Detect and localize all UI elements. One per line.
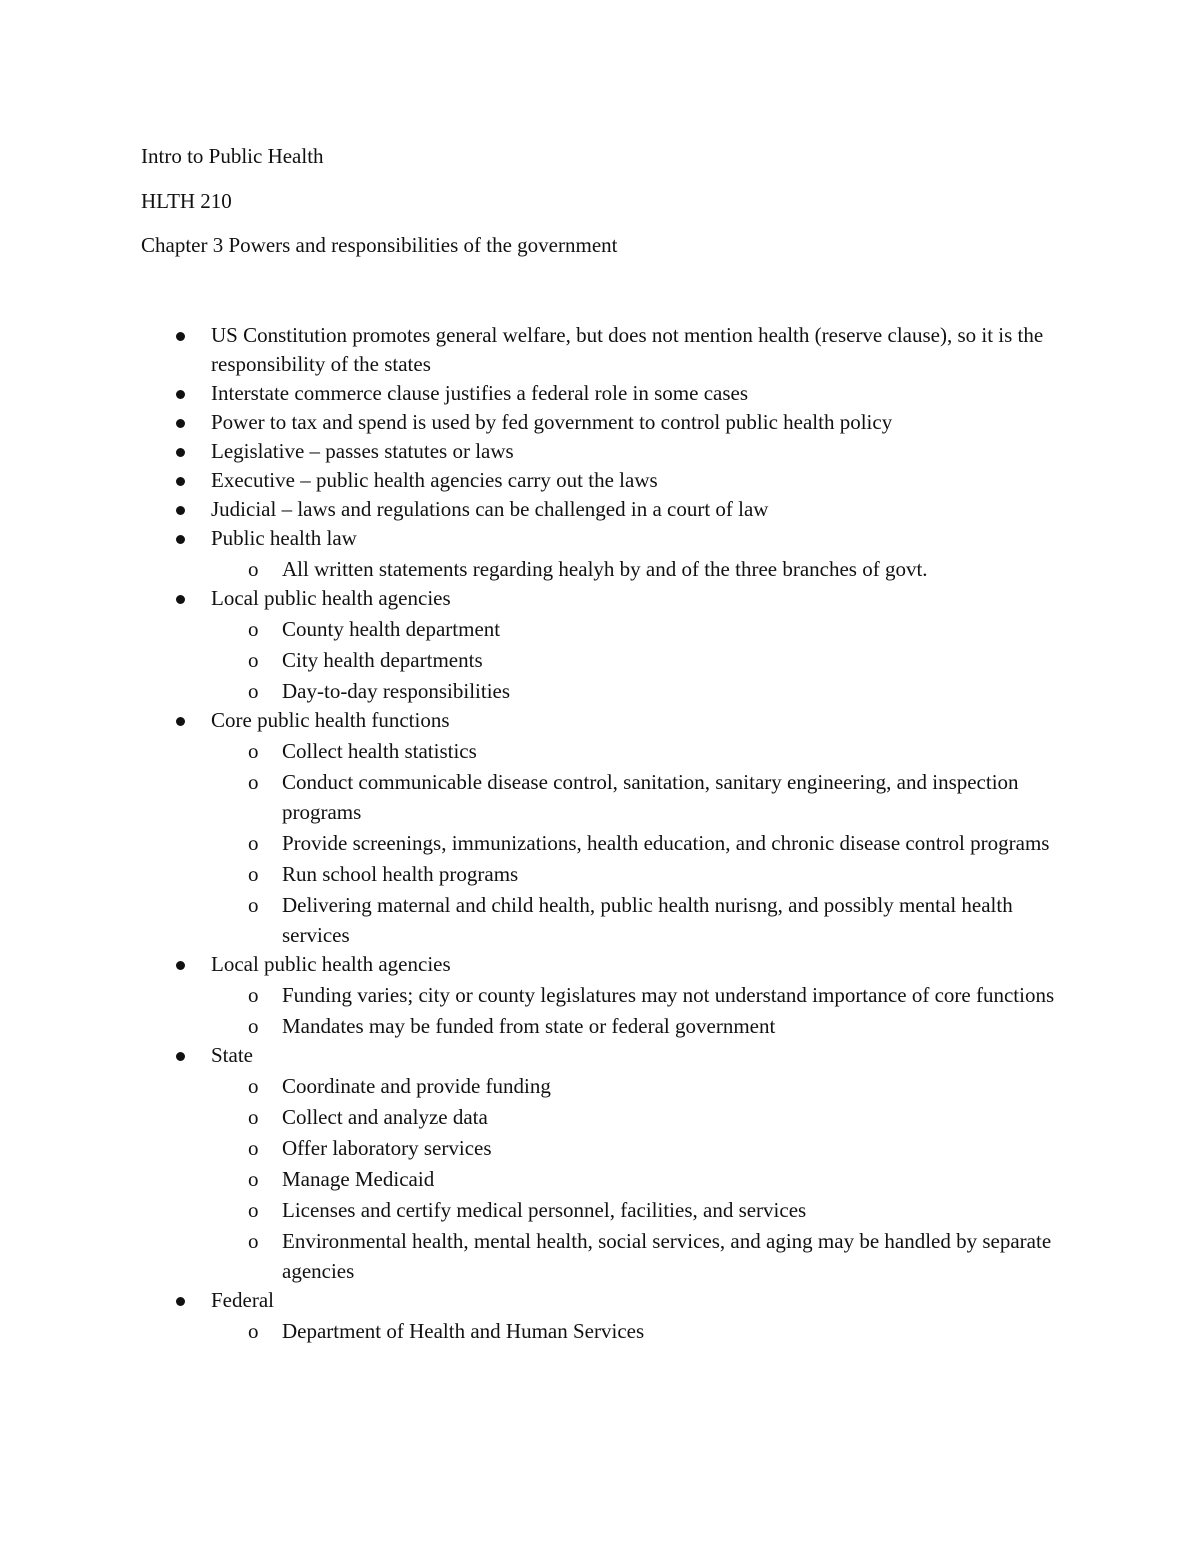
sub-item-text: City health departments bbox=[282, 648, 483, 672]
circle-bullet-icon: o bbox=[248, 1014, 259, 1038]
bullet-item bbox=[0, 1286, 1061, 1346]
sub-item-text: Collect and analyze data bbox=[282, 1105, 488, 1129]
bullet-text: Legislative – passes statutes or laws bbox=[211, 439, 514, 463]
bullet-item bbox=[0, 321, 1061, 379]
bullet-item bbox=[0, 437, 1061, 466]
bullet-item bbox=[0, 466, 1061, 495]
sub-list bbox=[211, 614, 1061, 706]
bullet-dot-icon bbox=[176, 419, 185, 428]
sub-item-text: Coordinate and provide funding bbox=[282, 1074, 551, 1098]
bullet-dot-icon bbox=[176, 961, 185, 970]
bullet-dot-icon bbox=[176, 448, 185, 457]
sub-item bbox=[0, 828, 1062, 858]
circle-bullet-icon: o bbox=[248, 862, 259, 886]
sub-item-text: Conduct communicable disease control, sanitation, sanitary engineering, and inspection programs bbox=[282, 770, 1019, 824]
circle-bullet-icon: o bbox=[248, 770, 259, 794]
bullet-item bbox=[0, 706, 1061, 950]
bullet-text: Power to tax and spend is used by fed government to control public health policy bbox=[211, 410, 893, 434]
sub-item-text: Provide screenings, immunizations, health education, and chronic disease control programs bbox=[282, 831, 1050, 855]
bullet-item bbox=[0, 408, 1061, 437]
sub-list bbox=[211, 980, 1061, 1041]
bullet-text: Interstate commerce clause justifies a federal role in some cases bbox=[211, 381, 749, 405]
sub-item-text: Funding varies; city or county legislatures may not understand importance of core functions bbox=[282, 983, 1055, 1007]
bullet-item bbox=[0, 379, 1061, 408]
sub-item bbox=[0, 614, 1062, 644]
bullet-text: Core public health functions bbox=[211, 708, 450, 732]
sub-item bbox=[0, 1164, 1062, 1194]
sub-item bbox=[0, 980, 1062, 1010]
bullet-dot-icon bbox=[176, 390, 185, 399]
bullet-text: Judicial – laws and regulations can be challenged in a court of law bbox=[211, 497, 769, 521]
bullet-dot-icon bbox=[176, 1052, 185, 1061]
sub-list bbox=[211, 1071, 1061, 1286]
sub-item bbox=[0, 676, 1062, 706]
circle-bullet-icon: o bbox=[248, 831, 259, 855]
sub-item bbox=[0, 1316, 1062, 1346]
sub-item-text: County health department bbox=[282, 617, 501, 641]
bullet-item bbox=[0, 584, 1061, 706]
sub-item bbox=[0, 859, 1062, 889]
sub-item-text: Collect health statistics bbox=[282, 739, 477, 763]
bullet-dot-icon bbox=[176, 332, 185, 341]
sub-item bbox=[0, 890, 1062, 950]
sub-item bbox=[0, 736, 1062, 766]
circle-bullet-icon: o bbox=[248, 1074, 259, 1098]
sub-item-text: Run school health programs bbox=[282, 862, 519, 886]
sub-item bbox=[0, 645, 1062, 675]
circle-bullet-icon: o bbox=[248, 1319, 259, 1343]
sub-item bbox=[0, 767, 1062, 827]
bullet-text: Public health law bbox=[211, 526, 357, 550]
circle-bullet-icon: o bbox=[248, 1105, 259, 1129]
circle-bullet-icon: o bbox=[248, 1229, 259, 1253]
sub-item-text: Licenses and certify medical personnel, facilities, and services bbox=[282, 1198, 807, 1222]
bullet-dot-icon bbox=[176, 1297, 185, 1306]
sub-item bbox=[0, 554, 1062, 584]
circle-bullet-icon: o bbox=[248, 1167, 259, 1191]
bullet-item bbox=[0, 495, 1061, 524]
sub-item bbox=[0, 1195, 1062, 1225]
circle-bullet-icon: o bbox=[248, 617, 259, 641]
sub-list bbox=[211, 736, 1061, 950]
sub-item-text: Manage Medicaid bbox=[282, 1167, 435, 1191]
sub-item bbox=[0, 1102, 1062, 1132]
sub-item-text: Day-to-day responsibilities bbox=[282, 679, 511, 703]
bullet-item bbox=[0, 524, 1061, 584]
sub-item-text: Environmental health, mental health, social services, and aging may be handled by separate agencies bbox=[282, 1229, 1052, 1283]
bullet-dot-icon bbox=[176, 506, 185, 515]
sub-item-text: Offer laboratory services bbox=[282, 1136, 492, 1160]
sub-item-text: Delivering maternal and child health, public health nurisng, and possibly mental health services bbox=[282, 893, 1013, 947]
sub-item-text: All written statements regarding healyh by and of the three branches of govt. bbox=[282, 557, 928, 581]
bullet-text: Executive – public health agencies carry out the laws bbox=[211, 468, 658, 492]
circle-bullet-icon: o bbox=[248, 557, 259, 581]
sub-item bbox=[0, 1226, 1062, 1286]
sub-list bbox=[211, 554, 1061, 584]
bullet-text: US Constitution promotes general welfare, but does not mention health (reserve clause), so it is the responsibility of the states bbox=[211, 323, 1044, 376]
chapter-heading: Chapter 3 Powers and responsibilities of the government bbox=[141, 233, 618, 257]
circle-bullet-icon: o bbox=[248, 1198, 259, 1222]
circle-bullet-icon: o bbox=[248, 679, 259, 703]
circle-bullet-icon: o bbox=[248, 1136, 259, 1160]
circle-bullet-icon: o bbox=[248, 739, 259, 763]
sub-item-text: Department of Health and Human Services bbox=[282, 1319, 645, 1343]
sub-list bbox=[211, 1316, 1061, 1346]
course-code: HLTH 210 bbox=[141, 189, 232, 213]
bullet-text: Local public health agencies bbox=[211, 952, 451, 976]
sub-item-text: Mandates may be funded from state or federal government bbox=[282, 1014, 776, 1038]
sub-item bbox=[0, 1011, 1062, 1041]
bullet-text: State bbox=[211, 1043, 253, 1067]
sub-item bbox=[0, 1133, 1062, 1163]
bullet-text: Local public health agencies bbox=[211, 586, 451, 610]
circle-bullet-icon: o bbox=[248, 893, 259, 917]
bullet-dot-icon bbox=[176, 595, 185, 604]
bullet-dot-icon bbox=[176, 477, 185, 486]
document-title: Intro to Public Health bbox=[141, 144, 324, 168]
bullet-outline bbox=[0, 321, 1200, 1346]
bullet-dot-icon bbox=[176, 535, 185, 544]
bullet-dot-icon bbox=[176, 717, 185, 726]
bullet-item bbox=[0, 1041, 1061, 1286]
bullet-text: Federal bbox=[211, 1288, 274, 1312]
circle-bullet-icon: o bbox=[248, 648, 259, 672]
circle-bullet-icon: o bbox=[248, 983, 259, 1007]
sub-item bbox=[0, 1071, 1062, 1101]
bullet-item bbox=[0, 950, 1061, 1041]
